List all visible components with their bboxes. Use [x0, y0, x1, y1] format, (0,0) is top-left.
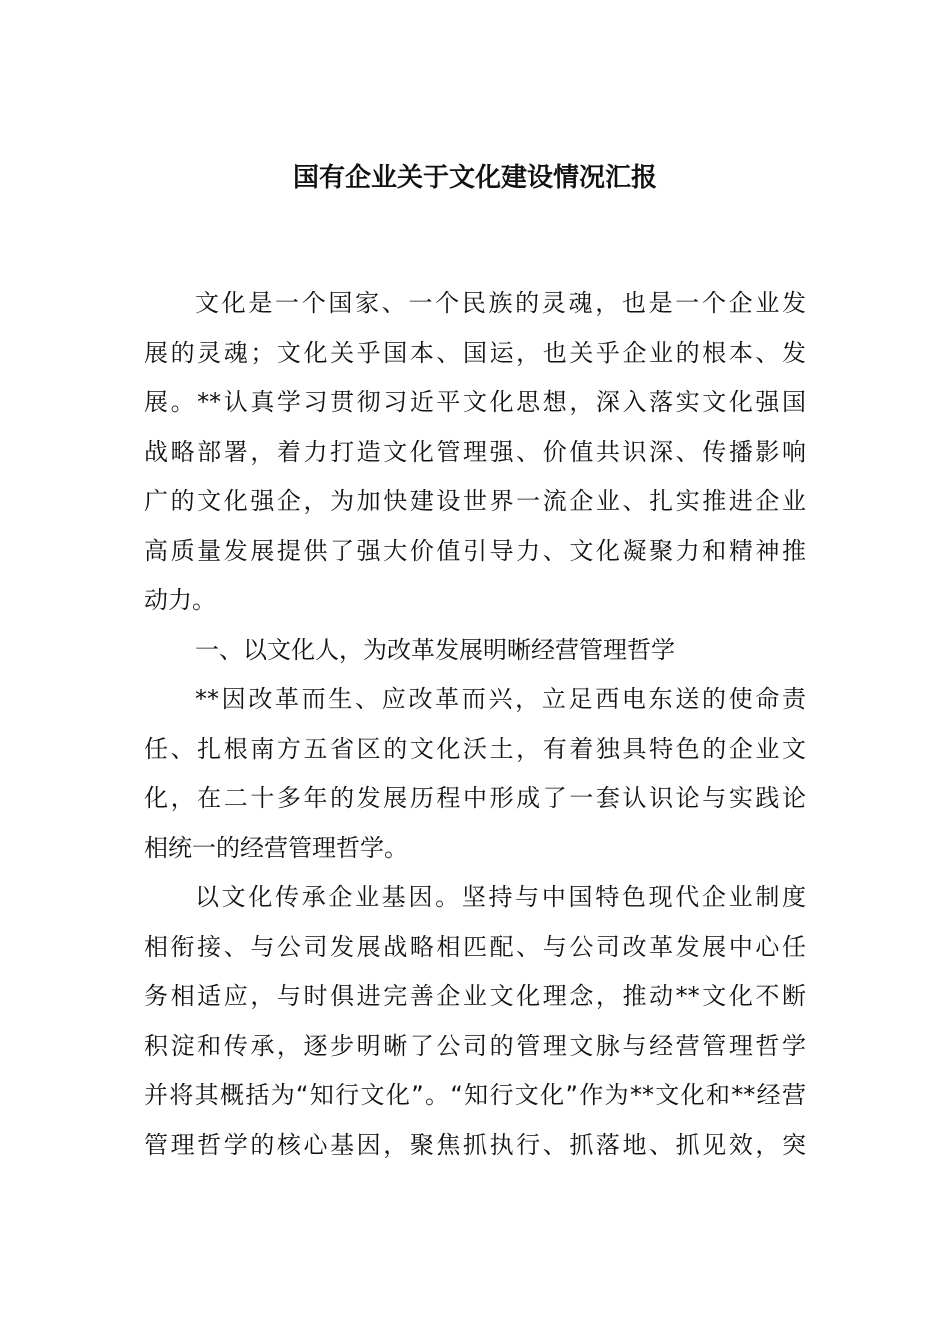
text-line: 展的灵魂；文化关乎国本、国运，也关乎企业的根本、发 [144, 338, 806, 367]
text-line: 管理哲学的核心基因，聚焦抓执行、抓落地、抓见效，突 [144, 1130, 806, 1159]
paragraph-reform [144, 675, 806, 873]
text-line: 文化是一个国家、一个民族的灵魂，也是一个企业发 [195, 289, 806, 317]
text-line: 务相适应，与时俱进完善企业文化理念，推动**文化不断 [144, 982, 806, 1010]
text-line: 战略部署，着力打造文化管理强、价值共识深、传播影响 [144, 437, 806, 466]
document-title: 国有企业关于文化建设情况汇报 [292, 163, 657, 193]
text-line: 相衔接、与公司发展战略相匹配、与公司改革发展中心任 [144, 932, 806, 961]
text-line: 高质量发展提供了强大价值引导力、文化凝聚力和精神推 [144, 536, 806, 565]
text-line: 一、以文化人，为改革发展明晰经营管理哲学 [195, 635, 675, 664]
section-heading [144, 626, 806, 676]
document-body [144, 279, 806, 1170]
text-line: 展。**认真学习贯彻习近平文化思想，深入落实文化强国 [144, 388, 806, 416]
text-line: **因改革而生、应改革而兴，立足西电东送的使命责 [195, 685, 806, 713]
text-line: 以文化传承企业基因。坚持与中国特色现代企业制度 [195, 883, 806, 911]
text-line: 任、扎根南方五省区的文化沃土，有着独具特色的企业文 [144, 734, 806, 763]
text-line: 广的文化强企，为加快建设世界一流企业、扎实推进企业 [144, 487, 806, 515]
paragraph-intro [144, 279, 806, 626]
paragraph-heritage [144, 873, 806, 1170]
text-line: 动力。 [144, 586, 216, 614]
text-line: 化，在二十多年的发展历程中形成了一套认识论与实践论 [144, 784, 806, 812]
text-line: 相统一的经营管理哲学。 [144, 833, 408, 862]
text-line: 积淀和传承，逐步明晰了公司的管理文脉与经营管理哲学 [144, 1031, 806, 1060]
text-line: 并将其概括为“知行文化”。“知行文化”作为**文化和**经营 [144, 1081, 806, 1109]
